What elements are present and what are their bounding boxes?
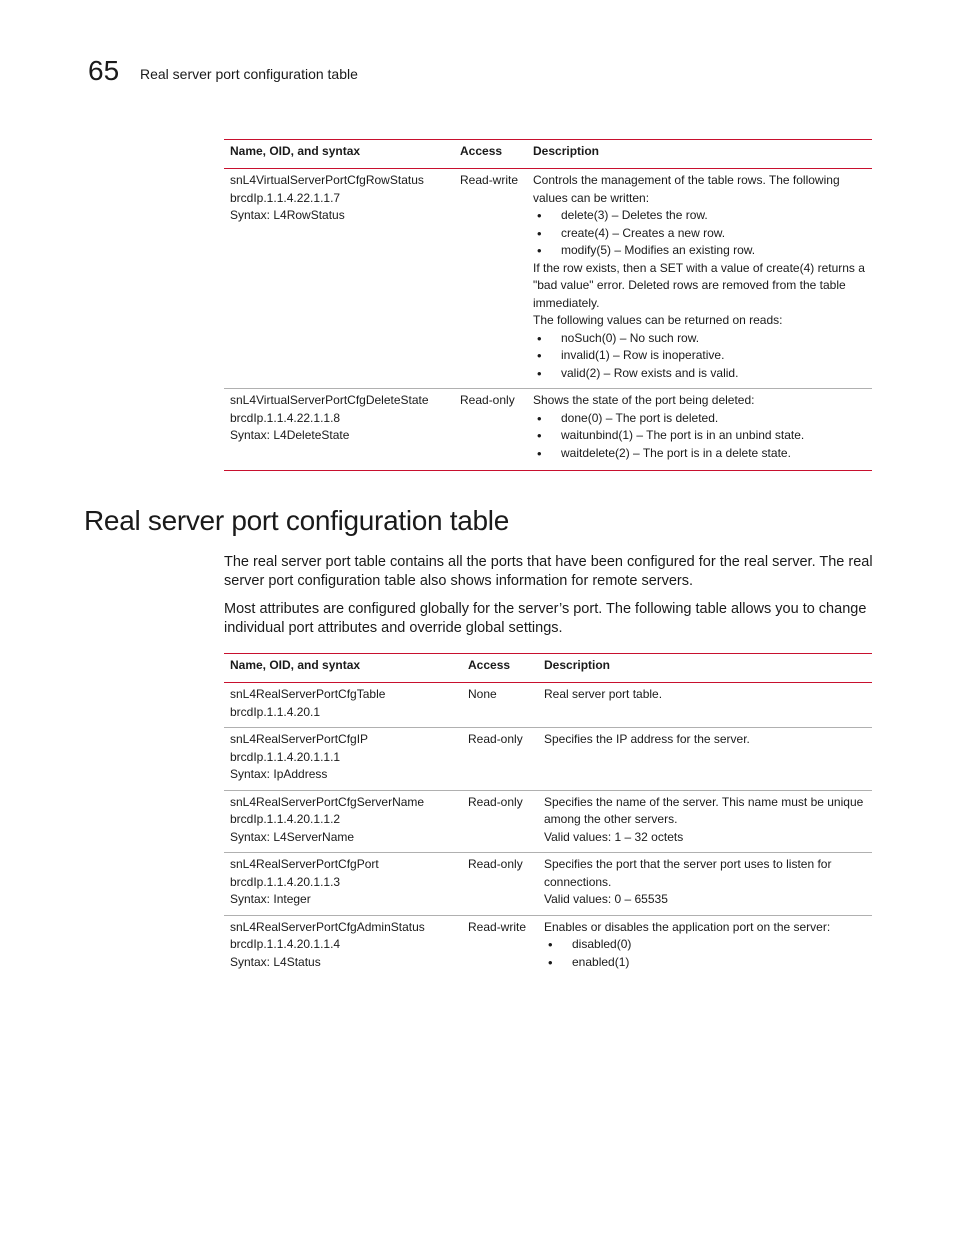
section-title: Real server port configuration table xyxy=(84,505,509,536)
description-cell xyxy=(538,728,872,791)
table-row xyxy=(224,915,872,977)
bullet-icon: • xyxy=(537,225,542,241)
description-cell xyxy=(538,790,872,853)
object-oid: brcdIp.1.1.4.20.1.1.4 xyxy=(230,937,341,951)
list-item xyxy=(533,330,866,348)
bullet-icon: • xyxy=(537,365,542,381)
bullet-icon: • xyxy=(537,445,542,461)
column-header-description: Description xyxy=(538,654,872,683)
section-paragraph: Most attributes are configured globally for the server’s port. The following table allows you to change individual port attributes and override global settings. xyxy=(224,601,867,636)
table-header-row xyxy=(224,654,872,683)
description-text: The following values can be returned on reads: xyxy=(533,313,783,327)
chapter-title: Real server port configuration table xyxy=(140,66,358,82)
description-text: Specifies the port that the server port uses to listen for connections. xyxy=(544,857,832,889)
column-header-name: Name, OID, and syntax xyxy=(224,140,454,169)
access-cell: None xyxy=(462,683,538,728)
description-cell xyxy=(527,389,872,471)
bullet-list xyxy=(533,410,866,463)
name-cell xyxy=(224,853,462,916)
access-cell: Read-write xyxy=(454,169,527,389)
bullet-list xyxy=(533,207,866,260)
name-cell xyxy=(224,790,462,853)
list-item-text: delete(3) – Deletes the row. xyxy=(561,208,708,222)
column-header-name: Name, OID, and syntax xyxy=(224,654,462,683)
bullet-icon: • xyxy=(537,410,542,426)
description-text: Shows the state of the port being deleted: xyxy=(533,393,755,407)
access-cell: Read-only xyxy=(462,790,538,853)
description-text: Controls the management of the table rows. The following values can be written: xyxy=(533,173,840,205)
table-row xyxy=(224,728,872,791)
access-cell: Read-only xyxy=(462,728,538,791)
bullet-list xyxy=(533,330,866,383)
chapter-number: 65 xyxy=(88,55,120,86)
description-text: Specifies the IP address for the server. xyxy=(544,732,750,746)
object-syntax: Syntax: L4ServerName xyxy=(230,829,355,844)
table-row xyxy=(224,790,872,853)
object-oid: brcdIp.1.1.4.22.1.1.8 xyxy=(230,410,341,425)
bullet-icon: • xyxy=(537,330,542,346)
list-item xyxy=(533,242,866,260)
table-row xyxy=(224,389,872,471)
object-name: snL4VirtualServerPortCfgDeleteState xyxy=(230,393,429,407)
object-syntax: Syntax: Integer xyxy=(230,892,311,906)
list-item xyxy=(544,936,866,954)
list-item xyxy=(533,427,866,445)
description-cell xyxy=(538,853,872,916)
table-row xyxy=(224,169,872,389)
list-item-text: waitunbind(1) – The port is in an unbind state. xyxy=(561,428,805,442)
object-name: snL4RealServerPortCfgAdminStatus xyxy=(230,919,425,934)
list-item xyxy=(533,365,866,383)
list-item-text: create(4) – Creates a new row. xyxy=(561,225,726,240)
bullet-icon: • xyxy=(537,243,542,258)
description-text: Real server port table. xyxy=(544,687,663,701)
object-oid: brcdIp.1.1.4.22.1.1.7 xyxy=(230,190,341,205)
name-cell xyxy=(224,389,454,471)
access-cell: Read-only xyxy=(454,389,527,471)
real-server-port-table xyxy=(224,653,872,977)
object-syntax: Syntax: L4DeleteState xyxy=(230,428,350,442)
bullet-icon: • xyxy=(537,348,542,363)
description-text: Valid values: 0 – 65535 xyxy=(544,892,668,906)
object-syntax: Syntax: IpAddress xyxy=(230,767,328,781)
section-paragraph: The real server port table contains all the ports that have been configured for the real server. The real server port configuration table also shows information for remote servers. xyxy=(224,554,873,589)
column-header-access: Access xyxy=(454,140,527,169)
list-item xyxy=(533,445,866,463)
object-name: snL4VirtualServerPortCfgRowStatus xyxy=(230,173,424,187)
description-cell xyxy=(538,915,872,977)
list-item-text: valid(2) – Row exists and is valid. xyxy=(561,365,739,380)
table-header-row xyxy=(224,140,872,169)
object-name: snL4RealServerPortCfgPort xyxy=(230,857,379,871)
object-name: snL4RealServerPortCfgIP xyxy=(230,732,369,746)
description-cell xyxy=(538,683,872,728)
list-item-text: waitdelete(2) – The port is in a delete state. xyxy=(561,445,791,460)
object-name: snL4RealServerPortCfgServerName xyxy=(230,794,425,809)
list-item xyxy=(533,347,866,365)
list-item-text: disabled(0) xyxy=(572,937,632,951)
bullet-icon: • xyxy=(537,208,542,223)
object-name: snL4RealServerPortCfgTable xyxy=(230,687,386,701)
list-item-text: done(0) – The port is deleted. xyxy=(561,410,719,425)
name-cell xyxy=(224,683,462,728)
object-oid: brcdIp.1.1.4.20.1.1.2 xyxy=(230,812,341,826)
object-oid: brcdIp.1.1.4.20.1.1.3 xyxy=(230,874,341,889)
bullet-icon: • xyxy=(537,428,542,443)
virtual-server-port-table xyxy=(224,139,872,471)
list-item-text: modify(5) – Modifies an existing row. xyxy=(561,243,756,257)
list-item xyxy=(544,954,866,972)
list-item-text: noSuch(0) – No such row. xyxy=(561,330,700,345)
object-oid: brcdIp.1.1.4.20.1 xyxy=(230,704,321,719)
name-cell xyxy=(224,169,454,389)
bullet-icon: • xyxy=(548,954,553,970)
description-text: Enables or disables the application port on the server: xyxy=(544,919,831,934)
name-cell xyxy=(224,728,462,791)
description-text: If the row exists, then a SET with a value of create(4) returns a "bad value" error. Deleted rows are removed from the table immediately. xyxy=(533,260,865,310)
list-item xyxy=(533,225,866,243)
table-row xyxy=(224,683,872,728)
access-cell: Read-only xyxy=(462,853,538,916)
table-row xyxy=(224,853,872,916)
list-item xyxy=(533,410,866,428)
list-item-text: enabled(1) xyxy=(572,954,630,969)
object-syntax: Syntax: L4RowStatus xyxy=(230,208,345,222)
bullet-list xyxy=(544,936,866,971)
object-syntax: Syntax: L4Status xyxy=(230,954,321,969)
column-header-access: Access xyxy=(462,654,538,683)
name-cell xyxy=(224,915,462,977)
access-cell: Read-write xyxy=(468,919,527,934)
description-cell xyxy=(527,169,872,389)
description-text: Valid values: 1 – 32 octets xyxy=(544,829,684,844)
description-text: Specifies the name of the server. This name must be unique among the other servers. xyxy=(544,794,864,826)
bullet-icon: • xyxy=(548,937,553,952)
list-item-text: invalid(1) – Row is inoperative. xyxy=(561,348,725,362)
object-oid: brcdIp.1.1.4.20.1.1.1 xyxy=(230,749,341,764)
list-item xyxy=(533,207,866,225)
column-header-description: Description xyxy=(527,140,872,169)
